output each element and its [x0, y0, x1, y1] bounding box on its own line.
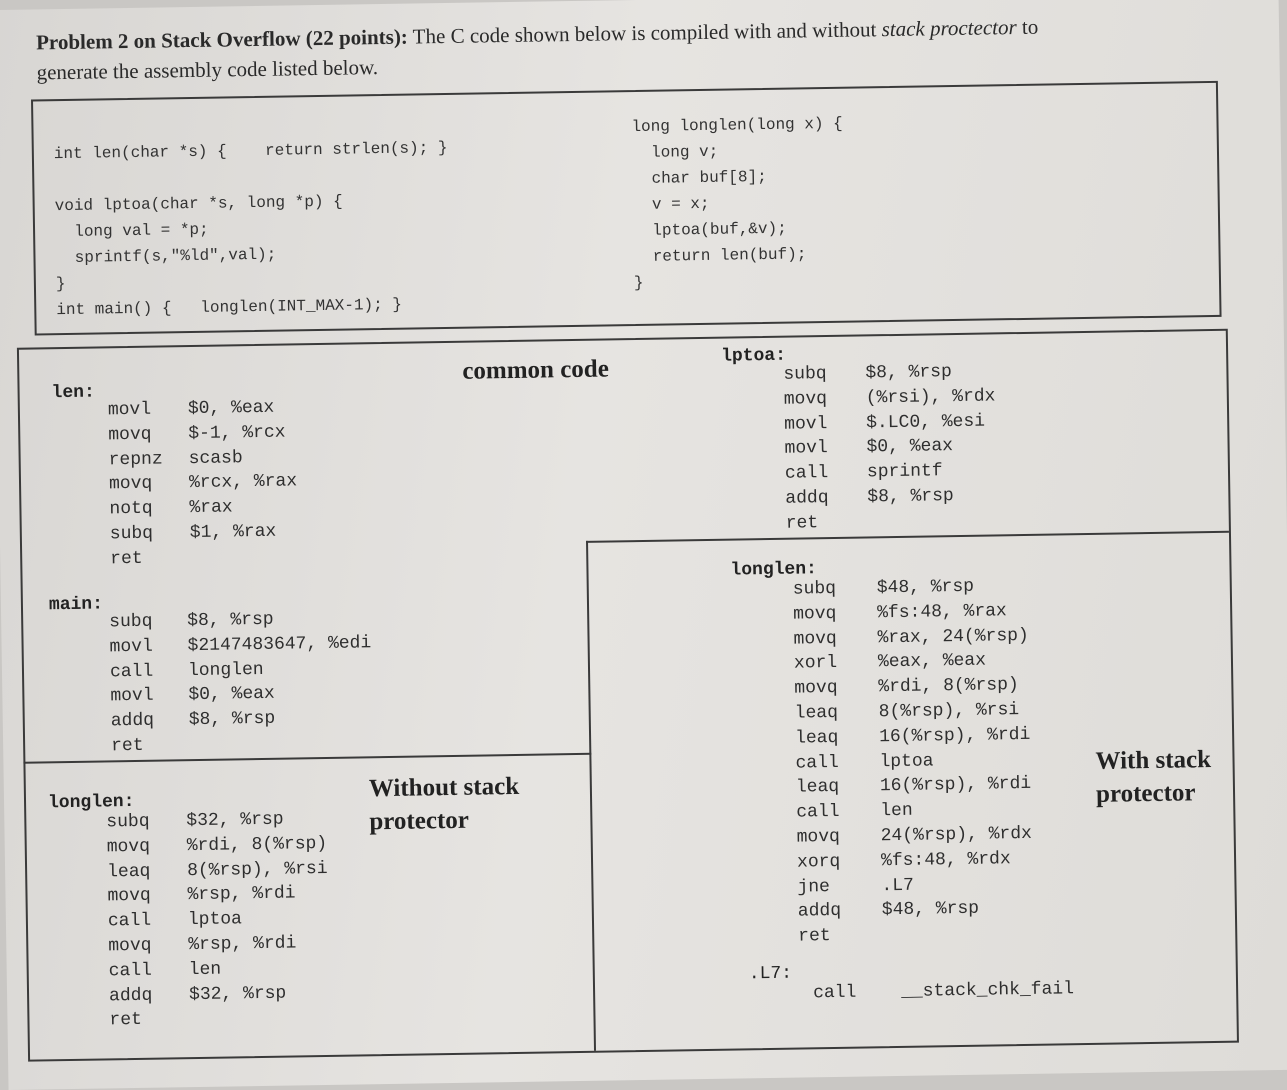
asm-opcode: xorq	[796, 851, 841, 873]
asm-operands: $-1, %rcx	[188, 422, 286, 444]
asm-instruction	[109, 1005, 369, 1034]
asm-instruction	[110, 543, 370, 572]
asm-operands: $0, %eax	[188, 684, 275, 706]
c-source-left-line: int main() { longlen(INT_MAX-1); }	[56, 295, 403, 320]
lptoa-listing	[783, 359, 1046, 537]
c-source-left-line: long val = *p;	[54, 220, 209, 242]
l7-listing	[813, 977, 1113, 1007]
c-source-right-line: char buf[8];	[632, 167, 767, 189]
asm-operands: %rax, 24(%rsp)	[877, 625, 1029, 648]
longlen-plain-label: longlen:	[47, 791, 135, 814]
main-listing	[109, 605, 431, 759]
asm-operands: lptoa	[879, 750, 934, 772]
asm-operands: 16(%rsp), %rdi	[879, 774, 1032, 797]
asm-opcode: subq	[783, 364, 827, 385]
c-source-right-line: long longlen(long x) {	[631, 114, 843, 137]
asm-opcode: leaq	[795, 777, 840, 798]
asm-operands: .L7	[881, 875, 915, 896]
common-code-caption: common code	[462, 355, 610, 385]
asm-operands: len	[188, 959, 222, 980]
asm-opcode: leaq	[106, 861, 151, 883]
asm-opcode: movl	[784, 438, 828, 460]
asm-opcode: ret	[798, 926, 831, 947]
c-source-left	[54, 135, 450, 323]
asm-operands: $.LC0, %esi	[866, 411, 986, 434]
asm-operands: %rdi, 8(%rsp)	[878, 675, 1019, 698]
problem-text-end: to	[1016, 14, 1039, 40]
asm-opcode: repnz	[108, 449, 163, 470]
asm-operands: $32, %rsp	[186, 809, 284, 832]
asm-opcode: movq	[793, 628, 837, 650]
asm-opcode: movl	[784, 413, 828, 435]
asm-operands: %rax	[189, 497, 233, 519]
asm-opcode: call	[796, 802, 840, 823]
asm-opcode: movq	[108, 935, 152, 957]
asm-opcode: movl	[110, 686, 154, 707]
asm-opcode: leaq	[794, 702, 839, 724]
asm-operands: $1, %rax	[189, 521, 277, 544]
c-source-left-line: sprintf(s,"%ld",val);	[55, 245, 277, 268]
c-source-left-line: int len(char *s) { return strlen(s); }	[53, 138, 448, 164]
asm-operands: $8, %rsp	[867, 486, 954, 508]
problem-title: Problem 2 on Stack Overflow (22 points):	[35, 24, 409, 55]
c-source-left-line: }	[55, 274, 66, 294]
asm-opcode: addq	[108, 985, 153, 1006]
asm-opcode: ret	[109, 1010, 143, 1031]
asm-opcode: movq	[793, 603, 837, 625]
main-label: main:	[48, 594, 104, 616]
asm-opcode: subq	[109, 611, 153, 633]
asm-opcode: movq	[107, 886, 151, 907]
c-source-box	[31, 81, 1222, 336]
asm-opcode: notq	[109, 498, 153, 520]
longlen-protected-label: longlen:	[730, 559, 818, 581]
c-source-left-line: void lptoa(char *s, long *p) {	[54, 192, 343, 216]
asm-opcode: movq	[783, 388, 828, 410]
asm-opcode: call	[812, 982, 857, 1004]
asm-operands: %rcx, %rax	[188, 471, 298, 494]
asm-operands: %fs:48, %rdx	[880, 848, 1011, 872]
len-label: len:	[51, 382, 95, 404]
asm-opcode: movl	[109, 636, 153, 658]
without-caption-line1: Without stack	[368, 772, 520, 803]
asm-operands: $8, %rsp	[187, 609, 274, 632]
asm-operands: %rdi, 8(%rsp)	[186, 833, 328, 856]
asm-instruction	[111, 729, 431, 759]
asm-operands: 16(%rsp), %rdi	[878, 724, 1031, 748]
asm-operands: (%rsi), %rdx	[865, 386, 996, 409]
asm-opcode: subq	[106, 811, 150, 833]
asm-operands: $32, %rsp	[188, 983, 287, 1005]
asm-opcode: subq	[792, 578, 837, 600]
asm-operands: $0, %eax	[187, 397, 275, 420]
c-source-right-line: v = x;	[632, 194, 710, 215]
asm-operands: 8(%rsp), %rsi	[186, 858, 328, 881]
asm-opcode: jne	[797, 876, 831, 898]
lptoa-label: lptoa:	[720, 345, 787, 367]
asm-opcode: ret	[110, 548, 143, 570]
asm-operands: %rsp, %rdi	[187, 883, 296, 906]
asm-opcode: addq	[110, 710, 155, 732]
asm-opcode: movq	[106, 836, 151, 858]
asm-operands: longlen	[187, 659, 264, 681]
problem-italic-term: stack proctector	[881, 15, 1017, 42]
asm-operands: $8, %rsp	[188, 708, 276, 731]
with-caption-line2: protector	[1095, 779, 1196, 808]
asm-operands: scasb	[188, 447, 243, 469]
asm-opcode: movq	[796, 826, 841, 848]
with-caption-line1: With stack	[1095, 746, 1212, 775]
asm-operands: lptoa	[187, 909, 243, 931]
asm-opcode: ret	[785, 512, 819, 534]
asm-opcode: call	[107, 910, 152, 932]
c-source-right-line: return len(buf);	[633, 245, 807, 267]
len-listing	[108, 394, 371, 572]
asm-opcode: call	[108, 960, 153, 982]
c-source-right-line: long v;	[631, 142, 719, 163]
c-source-right-line: }	[633, 273, 644, 293]
asm-opcode: movq	[108, 474, 153, 495]
asm-operands: %eax, %eax	[877, 650, 987, 673]
asm-operands: len	[880, 800, 913, 822]
asm-instruction	[786, 507, 1046, 536]
asm-opcode: addq	[797, 901, 842, 922]
with-protector-caption	[1095, 743, 1212, 811]
asm-opcode: movq	[794, 678, 838, 699]
asm-opcode: addq	[785, 488, 829, 509]
problem-text-line2: generate the assembly code listed below.	[36, 55, 379, 85]
c-source-right-line: lptoa(buf,&v);	[633, 219, 787, 241]
without-protector-caption	[369, 770, 520, 838]
asm-opcode: call	[795, 752, 839, 774]
asm-operands: %fs:48, %rax	[877, 601, 1007, 624]
asm-operands: $48, %rsp	[881, 899, 980, 921]
problem-heading	[36, 9, 1227, 88]
asm-opcode: ret	[111, 735, 144, 757]
asm-opcode: call	[109, 661, 154, 682]
asm-operands: $8, %rsp	[865, 362, 952, 384]
longlen-protected-listing	[793, 573, 1079, 949]
without-caption-line2: protector	[369, 806, 470, 836]
asm-opcode: call	[784, 463, 829, 484]
asm-operands: $48, %rsp	[876, 576, 975, 599]
asm-operands: 24(%rsp), %rdx	[880, 823, 1033, 847]
asm-operands: %rsp, %rdi	[188, 933, 297, 956]
asm-opcode: movq	[108, 424, 152, 446]
longlen-plain-listing	[106, 806, 369, 1033]
asm-operands: $2147483647, %edi	[187, 633, 372, 656]
asm-opcode: movl	[107, 399, 152, 421]
asm-instruction	[798, 920, 1078, 949]
asm-opcode: leaq	[794, 727, 839, 749]
asm-operands: 8(%rsp), %rsi	[878, 700, 1020, 723]
asm-opcode: xorl	[793, 653, 838, 674]
asm-operands: $0, %eax	[866, 436, 954, 458]
problem-text: The C code shown below is compiled with and without	[407, 17, 882, 49]
c-source-right	[631, 111, 845, 296]
asm-instruction	[813, 977, 1113, 1007]
l7-label: .L7:	[748, 963, 793, 985]
asm-opcode: subq	[109, 523, 154, 545]
asm-operands: sprintf	[866, 461, 943, 483]
asm-operands: __stack_chk_fail	[900, 979, 1075, 1002]
